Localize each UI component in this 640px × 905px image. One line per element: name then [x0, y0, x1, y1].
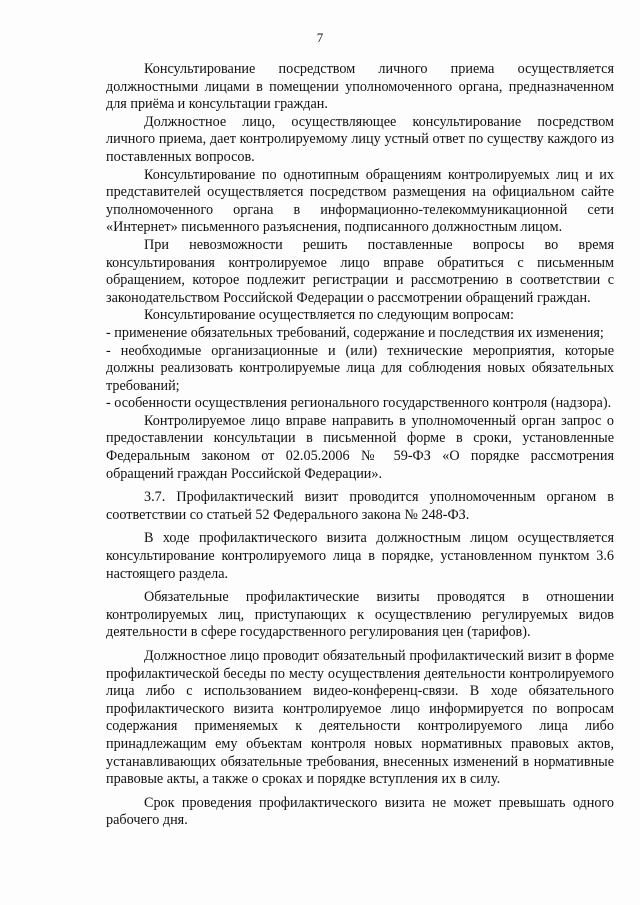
paragraph-written-clarification: Консультирование по однотипным обращениям контролируемых лиц и их представителей осуществляется посредством размещения на официальном сайте уполномоченного органа в информационно-телекоммуникационной сети «Интернет» письменного разъяснения, подписанного должностным лицом.: [106, 166, 614, 236]
paragraph-written-request: Контролируемое лицо вправе направить в уполномоченный орган запрос о предоставлении консультации в письменной форме в сроки, установленные Федеральным законом от 02.05.2006 № 59-ФЗ «О порядке рассмотрения обращений граждан Российской Федерации».: [106, 412, 614, 482]
document-body: [106, 61, 614, 830]
paragraph-visit-procedure: Должностное лицо проводит обязательный профилактический визит в форме профилактической беседы по месту осуществления деятельности контролируемого лица либо с использованием видео-конференц-связи. В ходе обязательного профилактического визита контролируемое лицо информируется по вопросам содержания применяемых к деятельности контролируемого лица либо принадлежащим ему объектам контроля новых нормативных правовых актов, устанавливающих обязательные требования, внесенных изменений в нормативные правовые акты, а также о сроках и порядке вступления их в силу.: [106, 648, 614, 788]
paragraph-section-3-7: 3.7. Профилактический визит проводится уполномоченным органом в соответствии со статьей 52 Федерального закона № 248-ФЗ.: [106, 489, 614, 523]
paragraph-consultation-topics: Консультирование осуществляется по следующим вопросам:: [144, 307, 514, 324]
page-number: 7: [316, 30, 324, 45]
paragraph-personal-reception: Консультирование посредством личного приема осуществляется должностными лицами в помещении уполномоченного органа, предназначенном для приёма и консультации граждан.: [106, 61, 614, 113]
paragraph-mandatory-visits: Обязательные профилактические визиты проводятся в отношении контролируемых лиц, приступающих к осуществлению регулируемых видов деятельности в сфере государственного регулирования цен (тарифов).: [106, 589, 614, 641]
paragraph-visit-consultation: В ходе профилактического визита должностным лицом осуществляется консультирование контролируемого лица в порядке, установленном пунктом 3.6 настоящего раздела.: [106, 530, 614, 582]
list-item-control-features: - особенности осуществления регионального государственного контроля (надзора).: [106, 395, 612, 412]
paragraph-visit-duration: Срок проведения профилактического визита не может превышать одного рабочего дня.: [106, 794, 614, 829]
list-item-requirements: - применение обязательных требований, содержание и последствия их изменения;: [106, 324, 604, 341]
paragraph-oral-answer: Должностное лицо, осуществляющее консультирование посредством личного приема, дает контролируемому лицу устный ответ по существу каждого из поставленных вопросов.: [106, 113, 614, 165]
paragraph-written-appeal: При невозможности решить поставленные вопросы во время консультирования контролируемое лицо вправе обратиться с письменным обращением, которое подлежит регистрации и рассмотрению в соответствии с законодательством Российской Федерации о рассмотрении обращений граждан.: [106, 236, 614, 306]
list-item-measures: - необходимые организационные и (или) технические мероприятия, которые должны реализовать контролируемые лица для соблюдения новых обязательных требований;: [106, 342, 614, 394]
